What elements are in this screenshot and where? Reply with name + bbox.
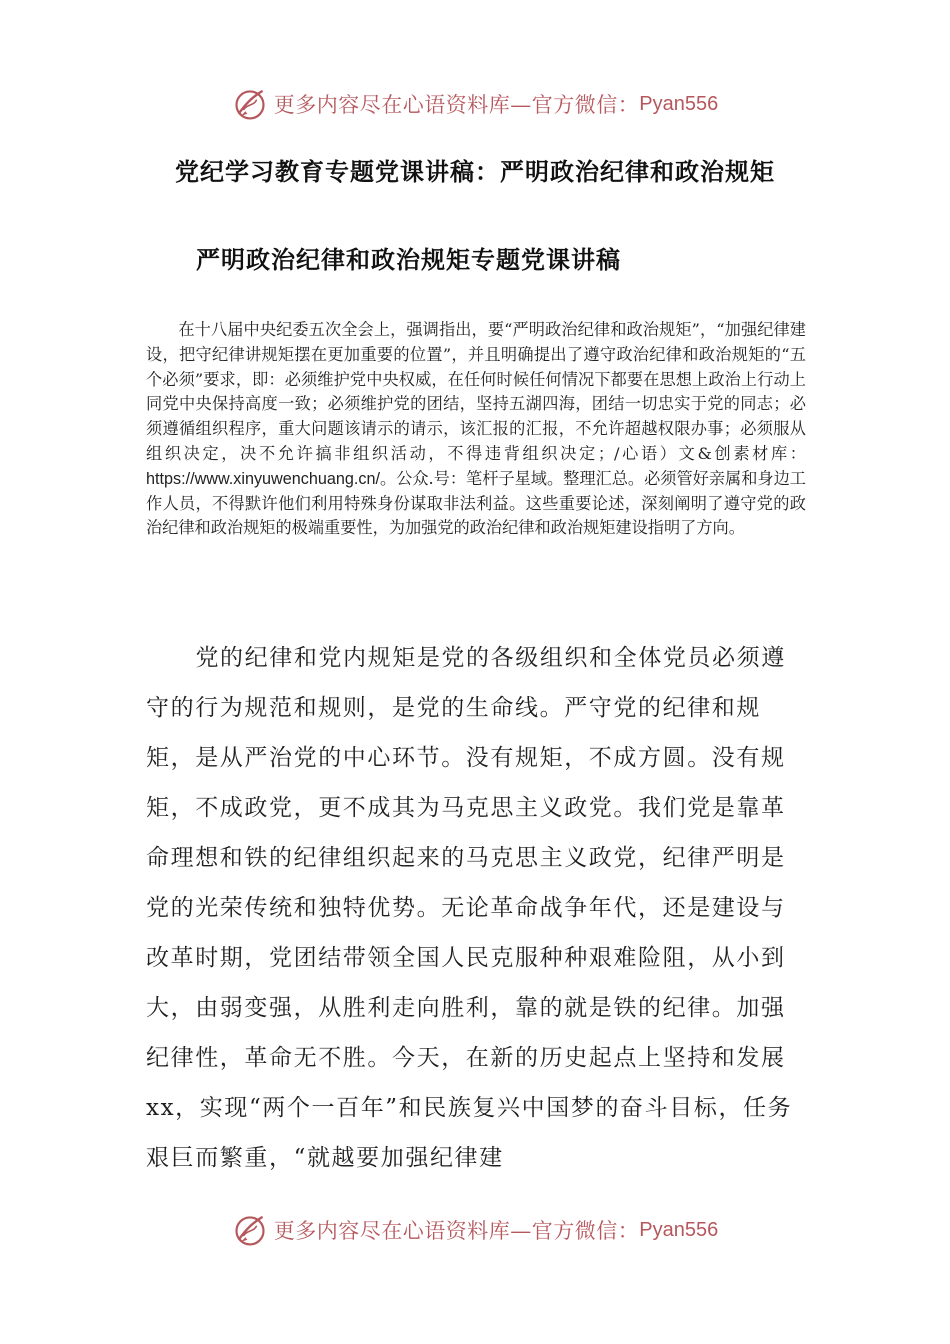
pen-signature-logo-icon: [232, 86, 268, 122]
banner-text: 更多内容尽在心语资料库—官方微信：: [273, 1219, 640, 1243]
pen-signature-logo-icon: [232, 1212, 268, 1248]
footer-banner: [0, 1208, 950, 1252]
intro-text-part2: 。公众.号：笔杆子星域。整理汇总。必须管好亲属和身边工作人员，不得默许他们利用特殊身份谋取非法利益。这些重要论述，深刻阐明了遵守党的政治纪律和政治规矩的极端重要性，为加强党的政治纪律和政治规矩建设指明了方向。: [146, 468, 806, 538]
header-banner: [0, 82, 950, 126]
banner-text: 更多内容尽在心语资料库—官方微信：: [273, 93, 640, 117]
intro-paragraph: [146, 318, 806, 541]
intro-text-part1: 在十八届中央纪委五次全会上，强调指出，要“严明政治纪律和政治规矩”，“加强纪律建设，把守纪律讲规矩摆在更加重要的位置”，并且明确提出了遵守政治纪律和政治规矩的“五个必须”要求，即：必须维护党中央权威，在任何时候任何情况下都要在思想上政治上行动上同党中央保持高度一致；必须维护党的团结，坚持五湖四海，团结一切忠实于党的同志；必须遵循组织程序，重大问题该请示的请示，该汇报的汇报，不允许超越权限办事；必须服从组织决定，决不允许搞非组织活动，不得违背组织决定；/心语）文&创素材库：: [146, 320, 806, 463]
body-text: 党的纪律和党内规矩是党的各级组织和全体党员必须遵守的行为规范和规则，是党的生命线。严守党的纪律和规矩，是从严治党的中心环节。没有规矩，不成方圆。没有规矩，不成政党，更不成其为马克思主义政党。我们党是靠革命理想和铁的纪律组织起来的马克思主义政党，纪律严明是党的光荣传统和独特优势。无论革命战争年代，还是建设与改革时期，党团结带领全国人民克服种种艰难险阻，从小到大，由弱变强，从胜利走向胜利，靠的就是铁的纪律。加强纪律性，革命无不胜。今天，在新的历史起点上坚持和发展xx，实现“两个一百年”和民族复兴中国梦的奋斗目标，任务艰巨而繁重，“就越要加强纪律建: [146, 645, 793, 1171]
banner-contact: Pyan556: [639, 1218, 719, 1241]
document-subtitle: 严明政治纪律和政治规矩专题党课讲稿: [196, 245, 621, 274]
intro-url: https://www.xinyuwenchuang.cn/: [146, 469, 380, 488]
document-title: 党纪学习教育专题党课讲稿：严明政治纪律和政治规矩: [175, 157, 775, 186]
body-paragraph: [146, 633, 796, 1183]
banner-contact: Pyan556: [639, 92, 719, 115]
